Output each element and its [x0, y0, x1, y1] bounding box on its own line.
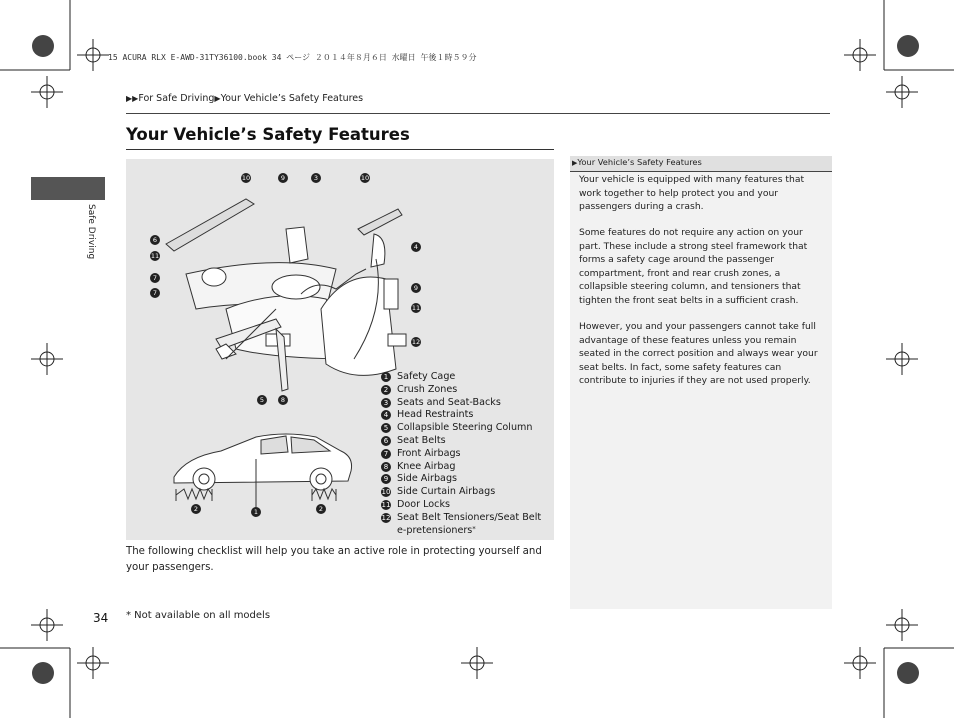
legend-label: Crush Zones: [397, 383, 458, 395]
legend-label: Seat Belt Tensioners/Seat Belt: [397, 511, 542, 523]
legend-label: Side Curtain Airbags: [397, 486, 496, 498]
legend-item: [381, 397, 541, 410]
footnote: * Not available on all models: [126, 610, 271, 621]
legend-number: 4: [381, 410, 391, 420]
print-header: 15 ACURA RLX E-AWD-31TY36100.book 34 ページ ２０１４年８月６日 水曜日 午後１時５９分: [108, 53, 477, 62]
sidebar-rule: [570, 171, 832, 172]
callout-11b: 11: [411, 304, 421, 312]
sidebar-paragraph: Some features do not require any action on your part. These include a strong steel framework that forms a safety cage around the passenger compartment, front and rear crush zones, a collapsible steering column, and tensioners that tighten the front seat belts in a sufficient crash.: [579, 227, 808, 306]
callout-11: 11: [150, 252, 160, 260]
legend-number: 8: [381, 462, 391, 472]
legend-label: Seat Belts: [397, 434, 446, 446]
title-rule: [126, 149, 554, 150]
legend-label: Safety Cage: [397, 371, 456, 382]
breadcrumb-separator: ▶: [214, 94, 221, 103]
legend-item: [381, 448, 541, 461]
legend-asterisk: *: [472, 524, 476, 533]
callout-9: 9: [278, 173, 288, 183]
legend-item: [381, 486, 541, 499]
callout-8: 8: [278, 395, 288, 405]
sidebar-paragraph: Your vehicle is equipped with many features that work together to help protect you and your passengers during a crash.: [579, 174, 805, 212]
page-number: 34: [93, 611, 109, 625]
figure-legend: [381, 371, 541, 537]
legend-item: [381, 371, 541, 384]
sidebar-title-text: Your Vehicle’s Safety Features: [577, 157, 702, 167]
legend-label: Front Airbags: [397, 447, 461, 459]
checklist-intro: The following checklist will help you take an active role in protecting yourself and your passengers.: [126, 546, 542, 573]
breadcrumb-arrow: ▶▶: [126, 94, 139, 103]
legend-number: 7: [381, 449, 391, 459]
callout-1: 1: [251, 507, 261, 517]
page-title: Your Vehicle’s Safety Features: [126, 125, 410, 144]
callout-12: 12: [411, 338, 421, 346]
legend-number: 12: [381, 513, 391, 522]
legend-number: 9: [381, 474, 391, 484]
callout-7b: 7: [150, 288, 160, 298]
sidebar-marker-icon: ▶: [572, 159, 578, 167]
legend-label: Knee Airbag: [397, 460, 456, 472]
callout-7: 7: [150, 273, 160, 283]
legend-label: Seats and Seat-Backs: [397, 396, 501, 408]
callout-2b: 2: [316, 504, 326, 514]
header-rule: [126, 113, 830, 114]
legend-label: Door Locks: [397, 498, 450, 510]
legend-label: Side Airbags: [397, 473, 458, 485]
callout-10b: 10: [360, 174, 370, 182]
chapter-tab[interactable]: [31, 177, 105, 200]
legend-label: e-pretensioners: [397, 524, 473, 536]
callout-4: 4: [411, 242, 421, 252]
legend-number: 3: [381, 398, 391, 408]
callout-9b: 9: [411, 283, 421, 293]
callout-2: 2: [191, 504, 201, 514]
chapter-tab-label: Safe Driving: [86, 204, 96, 260]
legend-number: 2: [381, 385, 391, 395]
callout-10: 10: [241, 174, 251, 182]
legend-item-continuation: [381, 525, 541, 538]
callout-3: 3: [311, 173, 321, 183]
legend-label: Collapsible Steering Column: [397, 422, 533, 434]
callout-5: 5: [257, 395, 267, 405]
legend-item: [381, 409, 541, 422]
legend-item: [381, 384, 541, 397]
legend-item: [381, 499, 541, 512]
sidebar-paragraph: However, you and your passengers cannot take full advantage of these features unless you remain seated in the correct position and always wear your seat belts. In fact, some safety features can contribute to injuries if they are not used properly.: [579, 321, 818, 386]
legend-item: [381, 422, 541, 435]
legend-label: Head Restraints: [397, 409, 474, 421]
legend-number: 10: [381, 488, 391, 497]
legend-item: [381, 512, 541, 525]
legend-number: 1: [381, 372, 391, 382]
breadcrumb-item-safe-driving[interactable]: For Safe Driving: [138, 93, 215, 104]
breadcrumb: [126, 93, 363, 104]
legend-item: [381, 435, 541, 448]
legend-item: [381, 461, 541, 474]
sidebar-title: [572, 157, 702, 167]
legend-number: 6: [381, 436, 391, 446]
callout-6: 6: [150, 235, 160, 245]
legend-number: 5: [381, 423, 391, 433]
breadcrumb-item-safety-features[interactable]: Your Vehicle’s Safety Features: [220, 93, 364, 104]
legend-number: 11: [381, 500, 391, 509]
legend-item: [381, 473, 541, 486]
